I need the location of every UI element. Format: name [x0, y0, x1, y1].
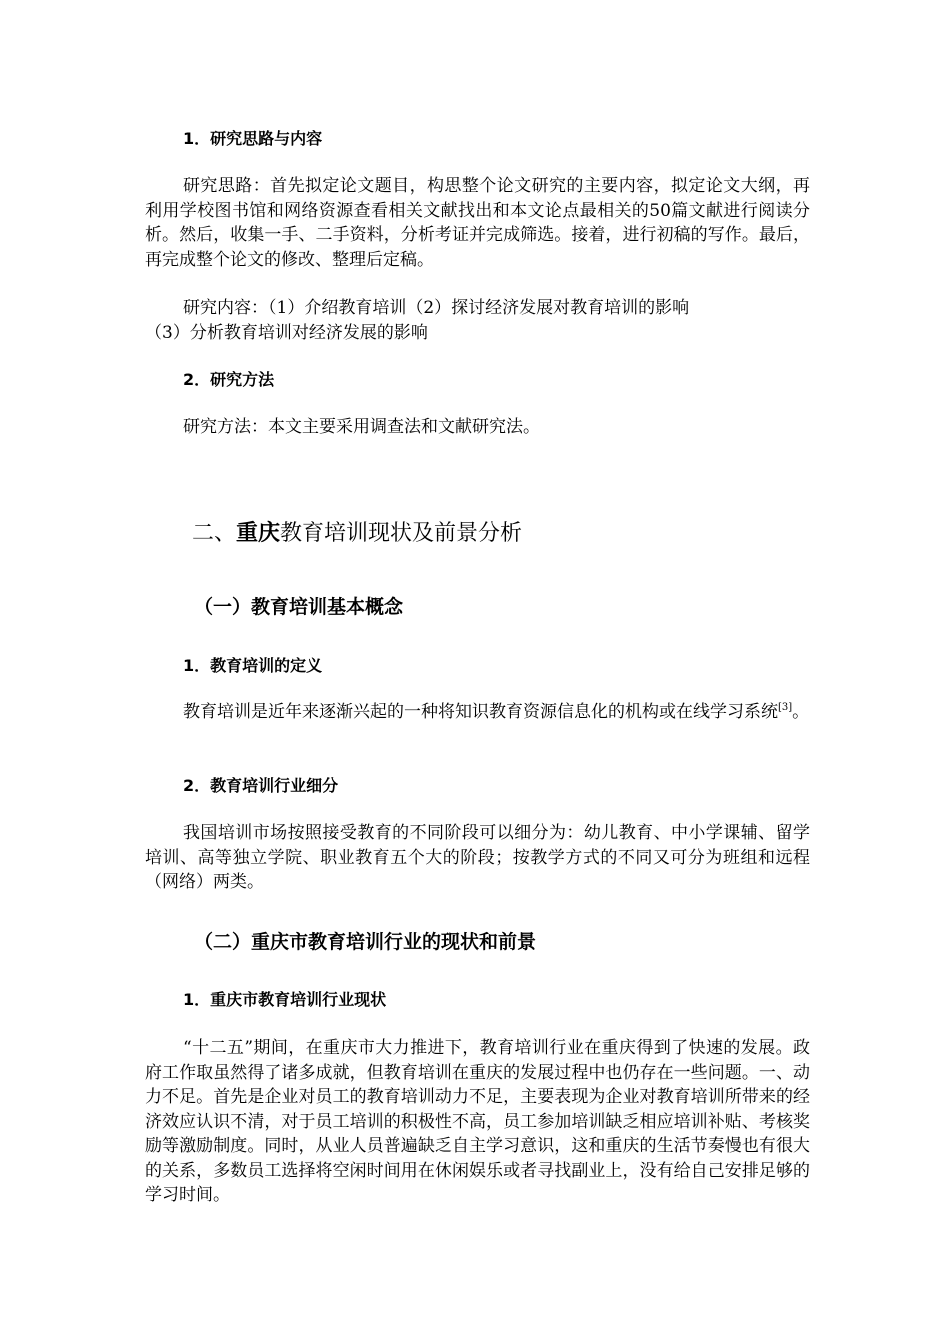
paragraph-research-method: 研究方法：本文主要采用调查法和文献研究法。 — [183, 417, 540, 437]
paragraph-definition — [145, 700, 810, 725]
heading-segmentation: 2．教育培训行业细分 — [183, 776, 339, 795]
research-content-line-2: （3）分析教育培训对经济发展的影响 — [145, 322, 428, 343]
paragraph-research-ideas: 研究思路：首先拟定论文题目，构思整个论文研究的主要内容，拟定论文大纲，再利用学校图书馆和网络资源查看相关文献找出和本文论点最相关的50篇文献进行阅读分析。然后，收集一手、二手资料，分析考证并完成筛选。接着，进行初稿的写作。最后，再完成整个论文的修改、整理后定稿。 — [145, 176, 810, 270]
chapter-prefix: 二、 — [192, 521, 237, 546]
heading-research-ideas: 1．研究思路与内容 — [183, 129, 323, 148]
chapter-heading — [192, 520, 522, 548]
definition-end: 。 — [792, 702, 810, 722]
section-heading-basic-concept: （一）教育培训基本概念 — [194, 596, 404, 618]
section-heading-status-prospect: （二）重庆市教育培训行业的现状和前景 — [194, 931, 537, 953]
heading-research-method: 2．研究方法 — [183, 370, 275, 389]
definition-text: 教育培训是近年来逐渐兴起的一种将知识教育资源信息化的机构或在线学习系统 — [183, 702, 778, 722]
heading-definition: 1．教育培训的定义 — [183, 656, 323, 675]
citation-marker: [3] — [778, 702, 793, 713]
paragraph-research-content — [145, 296, 810, 345]
heading-status: 1．重庆市教育培训行业现状 — [183, 990, 387, 1009]
chapter-rest: 教育培训现状及前景分析 — [280, 521, 523, 546]
paragraph-segmentation: 我国培训市场按照接受教育的不同阶段可以细分为：幼儿教育、中小学课辅、留学培训、高等独立学院、职业教育五个大的阶段；按教学方式的不同又可分为班组和远程（网络）两类。 — [145, 823, 810, 892]
research-content-line-1: 研究内容：（1）介绍教育培训（2）探讨经济发展对教育培训的影响 — [183, 298, 690, 318]
paragraph-status: “十二五”期间，在重庆市大力推进下，教育培训行业在重庆得到了快速的发展。政府工作取虽然得了诸多成就，但教育培训在重庆的发展过程中也仍存在一些问题。一、动力不足。首先是企业对员工的教育培训动力不足，主要表现为企业对教育培训所带来的经济效应认识不清，对于员工培训的积极性不高，员工参加培训缺乏相应培训补贴、考核奖励等激励制度。同时，从业人员普遍缺乏自主学习意识，这和重庆的生活节奏慢也有很大的关系，多数员工选择将空闲时间用在休闲娱乐或者寻找副业上，没有给自己安排足够的学习时间。 — [145, 1038, 810, 1205]
chapter-bold: 重庆 — [236, 521, 281, 546]
